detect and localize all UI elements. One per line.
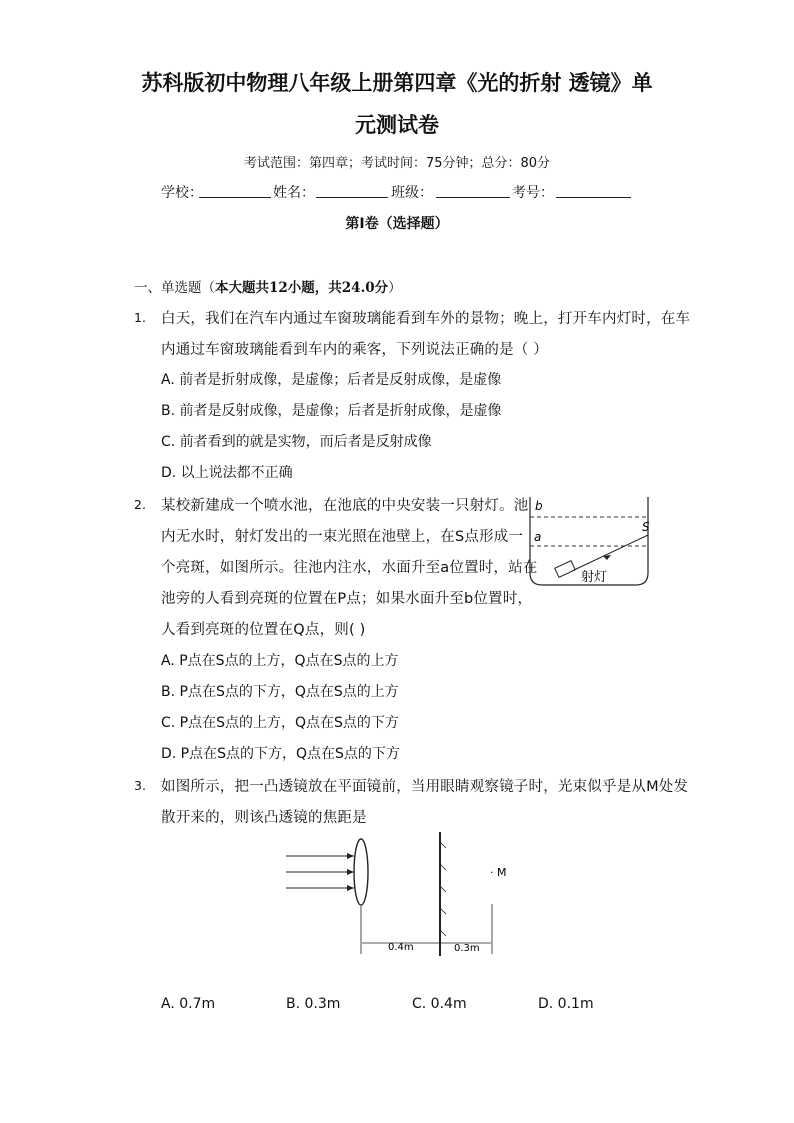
question-text-line: 白天，我们在汽车内通过车窗玻璃能看到车外的景物；晚上，打开车内灯时，在车 xyxy=(161,311,691,327)
name-blank[interactable] xyxy=(316,183,388,198)
option-d[interactable]: D. 以上说法都不正确 xyxy=(161,465,293,481)
document-title-line1: 苏科版初中物理八年级上册第四章《光的折射 透镜》单 xyxy=(141,71,653,95)
section-prefix: 一、单选题（ xyxy=(134,280,215,296)
distance-mirror-m: 0.3m xyxy=(454,943,480,954)
option-b[interactable]: B. P点在S点的下方，Q点在S点的上方 xyxy=(161,684,399,700)
exam-info: 考试范围：第四章；考试时间：75分钟；总分：80分 xyxy=(243,156,551,171)
question-number: 1. xyxy=(134,310,146,325)
question-text-line: 池旁的人看到亮斑的位置在P点；如果水面升至b位置时， xyxy=(161,591,533,607)
section-heading xyxy=(134,276,402,296)
option-a[interactable]: A. 前者是折射成像，是虚像；后者是反射成像，是虚像 xyxy=(161,372,502,388)
exam-number-label: 考号： xyxy=(512,185,554,201)
question-text-line: 散开来的，则该凸透镜的焦距是 xyxy=(161,810,367,826)
option-a[interactable]: A. 0.7m xyxy=(161,996,216,1012)
point-m: · M xyxy=(490,866,507,879)
document-title-line2: 元测试卷 xyxy=(355,113,439,137)
question-text-line: 内通过车窗玻璃能看到车内的乘客，下列说法正确的是（ ） xyxy=(161,342,549,358)
option-b[interactable]: B. 前者是反射成像，是虚像；后者是折射成像，是虚像 xyxy=(161,403,502,419)
section-summary: 本大题共12小题，共24.0分 xyxy=(215,280,389,296)
volume-title: 第I卷（选择题） xyxy=(345,216,449,232)
fountain-pool-figure xyxy=(518,493,660,593)
question-number: 3. xyxy=(134,778,146,793)
label-b: b xyxy=(535,499,543,513)
class-label: 班级： xyxy=(391,185,433,201)
school-blank[interactable] xyxy=(199,183,271,198)
question-text-line: 个亮斑，如图所示。往池内注水，水面升至a位置时，站在 xyxy=(161,560,538,576)
question-text-line: 人看到亮斑的位置在Q点，则( ) xyxy=(161,622,366,638)
option-d[interactable]: D. 0.1m xyxy=(538,996,594,1012)
option-c[interactable]: C. 0.4m xyxy=(412,996,467,1012)
option-c[interactable]: C. 前者看到的就是实物，而后者是反射成像 xyxy=(161,434,432,450)
option-a[interactable]: A. P点在S点的上方，Q点在S点的上方 xyxy=(161,653,399,669)
exam-number-blank[interactable] xyxy=(556,183,631,198)
option-d[interactable]: D. P点在S点的下方，Q点在S点的下方 xyxy=(161,746,400,762)
question-text-line: 内无水时，射灯发出的一束光照在池壁上，在S点形成一 xyxy=(161,529,524,545)
class-blank[interactable] xyxy=(436,183,510,198)
lens-mirror-figure xyxy=(282,830,522,960)
label-s: S xyxy=(642,520,650,534)
spotlight-label: 射灯 xyxy=(581,570,608,585)
school-label: 学校： xyxy=(161,185,203,201)
distance-lens-mirror: 0.4m xyxy=(388,942,414,953)
light-ray xyxy=(572,535,648,571)
label-a: a xyxy=(534,530,542,544)
convex-lens xyxy=(354,839,368,905)
option-c[interactable]: C. P点在S点的上方，Q点在S点的下方 xyxy=(161,715,399,731)
option-b[interactable]: B. 0.3m xyxy=(286,996,341,1012)
spotlight xyxy=(555,561,576,578)
section-suffix: ） xyxy=(388,280,402,296)
question-text-line: 某校新建成一个喷水池，在池底的中央安装一只射灯。池 xyxy=(161,498,529,514)
question-number: 2. xyxy=(134,497,146,512)
question-text-line: 如图所示，把一凸透镜放在平面镜前，当用眼睛观察镜子时，光束似乎是从M处发 xyxy=(161,779,689,795)
name-label: 姓名： xyxy=(273,185,315,201)
